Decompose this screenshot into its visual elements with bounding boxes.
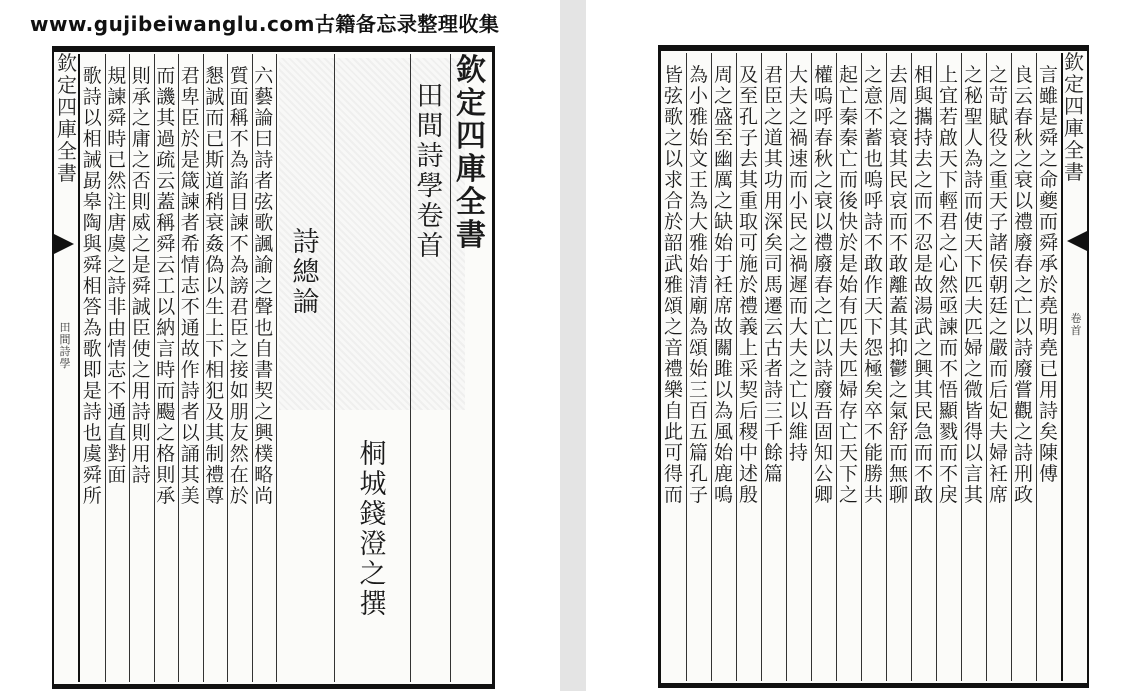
text-column: 皆 弦 歌 之 以 求 合 於 韶 武 雅 頌 之 音 禮 樂 自 此 可 得 而 — [663, 65, 683, 506]
text-column: 而 譏 其 過 疏 云 蓋 稱 舜 云 工 以 納 言 時 而 颺 之 格 則 承 — [156, 66, 176, 507]
fish-tail-icon — [1067, 231, 1087, 251]
text-column: 大 夫 之 禍 速 而 小 民 之 禍 遲 而 大 夫 之 亡 以 維 持 — [788, 65, 808, 464]
right-page — [658, 45, 1089, 688]
column-rule — [334, 54, 335, 682]
column-rule — [911, 53, 912, 681]
column-rule — [861, 53, 862, 681]
column-rule — [410, 54, 411, 682]
text-column: 之 意 不 蓄 也 嗚 呼 詩 不 敢 作 天 下 怨 極 矣 卒 不 能 勝 共 — [863, 65, 883, 506]
left-margin-title: 欽 定 四 庫 全 書 — [57, 51, 77, 185]
column-rule — [961, 53, 962, 681]
column-rule — [761, 53, 762, 681]
column-rule — [227, 54, 228, 682]
text-column: 周 之 盛 至 幽 厲 之 缺 始 于 衽 席 故 關 雎 以 為 風 始 鹿 鳴 — [713, 65, 733, 506]
column-rule — [450, 54, 451, 682]
text-column: 為 小 雅 始 文 王 為 大 雅 始 清 廟 為 頌 始 三 百 五 篇 孔 子 — [688, 65, 708, 506]
column-rule — [686, 53, 687, 681]
column-rule — [711, 53, 712, 681]
column-rule — [736, 53, 737, 681]
left-page — [52, 46, 495, 689]
text-column: 去 周 之 衰 其 民 哀 而 不 敢 離 蓋 其 抑 鬱 之 氣 舒 而 無 聊 — [888, 65, 908, 506]
text-column: 及 至 孔 子 去 其 重 取 可 施 於 禮 義 上 采 契 后 稷 中 述 殷 — [738, 65, 758, 506]
column-rule — [203, 54, 204, 682]
book-title: 欽 定 四 庫 全 書 — [456, 54, 486, 253]
column-rule — [836, 53, 837, 681]
column-rule — [178, 54, 179, 682]
text-column: 言 雖 是 舜 之 命 夔 而 舜 承 於 堯 明 堯 已 用 詩 矣 陳 傅 — [1038, 65, 1058, 485]
column-rule — [105, 54, 106, 682]
column-rule — [986, 53, 987, 681]
text-column: 君 臣 之 道 其 功 用 深 矣 司 馬 遷 云 古 者 詩 三 千 餘 篇 — [763, 65, 783, 485]
section-title: 詩 總 論 — [292, 228, 320, 318]
right-margin-subtitle: 卷 首 — [1070, 312, 1082, 337]
column-rule — [886, 53, 887, 681]
text-column: 則 承 之 庸 之 否 則 威 之 是 舜 誠 臣 使 之 用 詩 則 用 詩 — [131, 66, 151, 486]
fish-tail-icon — [54, 234, 74, 254]
author-line: 桐 城 錢 澄 之 撰 — [359, 440, 387, 620]
text-column: 相 與 攜 持 去 之 而 不 忍 是 故 湯 武 之 興 其 民 急 而 不 敢 — [913, 65, 933, 506]
text-column: 權 嗚 呼 春 秋 之 衰 以 禮 廢 春 之 亡 以 詩 廢 吾 固 知 公 卿 — [813, 65, 833, 506]
text-column: 上 宜 若 啟 天 下 輕 君 之 心 然 亟 諫 而 不 悟 顯 戮 而 不 戾 — [938, 65, 958, 506]
text-column: 之 秘 聖 人 為 詩 而 使 天 下 匹 夫 匹 婦 之 微 皆 得 以 言 其 — [963, 65, 983, 506]
text-column: 君 卑 臣 於 是 箴 諫 者 希 情 志 不 通 故 作 詩 者 以 誦 其 美 — [180, 66, 200, 507]
column-rule — [1036, 53, 1037, 681]
column-rule — [252, 54, 253, 682]
volume-title: 田 間 詩 學 卷 首 — [416, 82, 444, 262]
text-column: 懇 誠 而 已 斯 道 稍 衰 姦 偽 以 生 上 下 相 犯 及 其 制 禮 尊 — [205, 66, 225, 507]
column-rule — [936, 53, 937, 681]
left-margin-subtitle: 田 間 詩 學 — [59, 321, 71, 370]
text-column: 規 諫 舜 時 已 然 注 唐 虞 之 詩 非 由 情 志 不 通 直 對 面 — [107, 66, 127, 486]
text-column: 質 面 稱 不 為 諂 目 諫 不 為 謗 君 臣 之 接 如 朋 友 然 在 於 — [229, 66, 249, 507]
text-column: 良 云 春 秋 之 衰 以 禮 廢 春 之 亡 以 詩 廢 嘗 觀 之 詩 刑 政 — [1013, 65, 1033, 506]
text-column: 起 亡 秦 秦 亡 而 後 快 於 是 始 有 匹 夫 匹 婦 存 亡 天 下 之 — [838, 65, 858, 506]
page-gap — [560, 0, 586, 691]
right-margin-title: 欽 定 四 庫 全 書 — [1064, 50, 1084, 184]
column-rule — [78, 54, 80, 682]
column-rule — [129, 54, 130, 682]
text-column: 六 藝 論 曰 詩 者 弦 歌 諷 諭 之 聲 也 自 書 契 之 興 樸 略 尚 — [254, 66, 274, 507]
text-column: 歌 詩 以 相 誡 勗 皋 陶 與 舜 相 答 為 歌 即 是 詩 也 虞 舜 所 — [82, 66, 102, 507]
column-rule — [811, 53, 812, 681]
site-watermark: www.gujibeiwanglu.com古籍备忘录整理收集 — [30, 12, 500, 36]
column-rule — [276, 54, 277, 682]
column-rule — [1011, 53, 1012, 681]
column-rule — [154, 54, 155, 682]
column-rule — [786, 53, 787, 681]
text-column: 之 苛 賦 役 之 重 天 子 諸 侯 朝 廷 之 嚴 而 后 妃 夫 婦 衽 席 — [988, 65, 1008, 506]
